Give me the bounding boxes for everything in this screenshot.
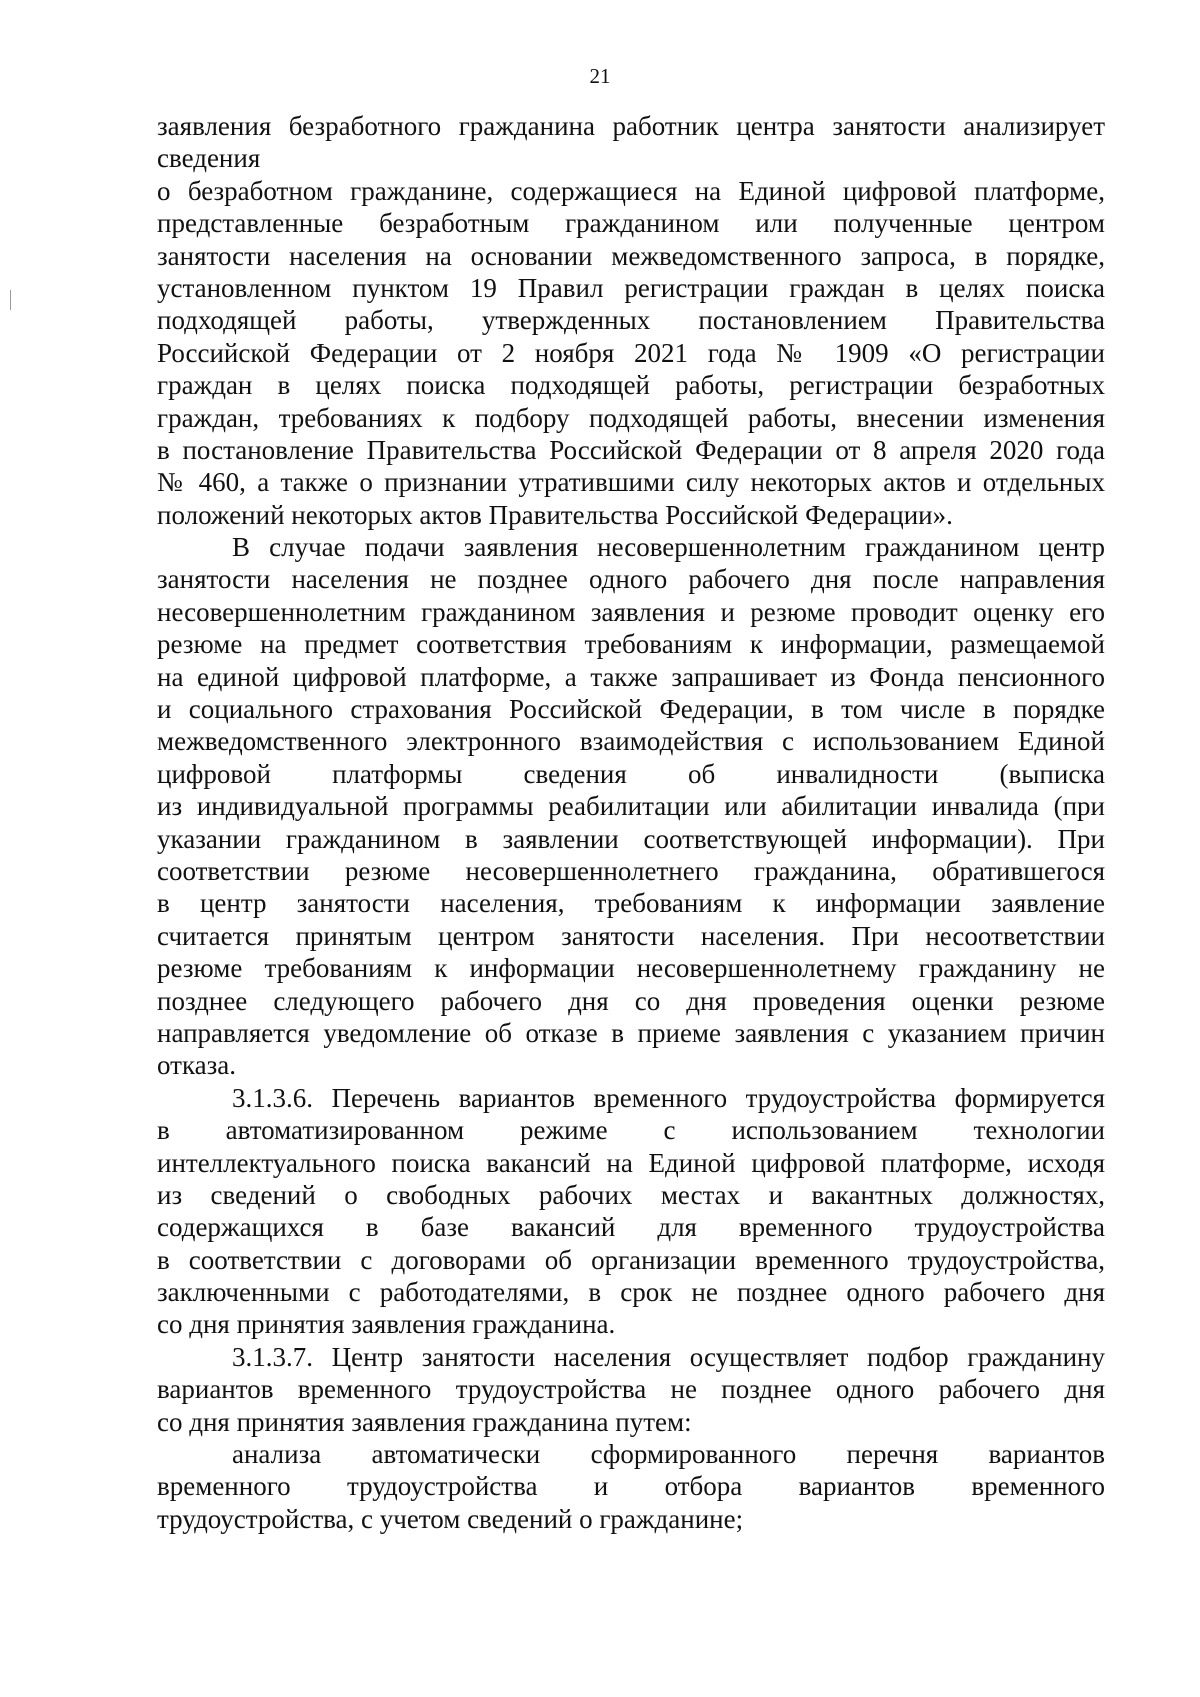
text-line: временного трудоустройства и отбора вариантов временного — [157, 1471, 1105, 1502]
page-number: 21 — [589, 64, 611, 88]
text-line: в соответствии с договорами об организации временного трудоустройства, — [157, 1244, 1105, 1275]
text-line: со дня принятия заявления гражданина путем: — [157, 1406, 692, 1437]
text-line: содержащихся в базе вакансий для временного трудоустройства — [157, 1212, 1105, 1243]
text-line: 3.1.3.6. Перечень вариантов временного трудоустройства формируется — [232, 1082, 1105, 1113]
text-line: несовершеннолетним гражданином заявления и резюме проводит оценку его — [157, 596, 1105, 627]
text-line: анализа автоматически сформированного перечня вариантов — [232, 1439, 1105, 1470]
text-line: заявления безработного гражданина работник центра занятости анализирует — [157, 111, 1105, 141]
scan-artifact — [10, 290, 11, 310]
text-line: Российской Федерации от 2 ноября 2021 года № 1909 «О регистрации — [157, 337, 1105, 368]
text-line: в постановление Правительства Российской Федерации от 8 апреля 2020 года — [157, 434, 1105, 465]
text-line: заключенными с работодателями, в срок не позднее одного рабочего дня — [157, 1277, 1105, 1308]
text-line: В случае подачи заявления несовершеннолетним гражданином центр — [232, 532, 1105, 563]
text-line: в автоматизированном режиме с использованием технологии — [157, 1115, 1105, 1146]
text-line: граждан, требованиях к подбору подходящей работы, внесении изменения — [157, 402, 1105, 433]
text-line: установленном пунктом 19 Правил регистрации граждан в целях поиска — [157, 272, 1105, 303]
text-line: вариантов временного трудоустройства не позднее одного рабочего дня — [157, 1374, 1105, 1405]
text-line: интеллектуального поиска вакансий на Единой цифровой платформе, исходя — [157, 1147, 1105, 1178]
text-line: позднее следующего рабочего дня со дня проведения оценки резюме — [157, 985, 1105, 1016]
text-line: о безработном гражданине, содержащиеся на Единой цифровой платформе, — [157, 175, 1105, 206]
text-line: указании гражданином в заявлении соответствующей информации). При — [157, 823, 1105, 854]
text-line: цифровой платформы сведения об инвалидности (выписка — [157, 758, 1105, 789]
text-line: считается принятым центром занятости населения. При несоответствии — [157, 920, 1105, 951]
text-line: положений некоторых актов Правительства Российской Федерации». — [157, 499, 953, 530]
text-line: представленные безработным гражданином или полученные центром — [157, 208, 1105, 239]
text-line: 3.1.3.7. Центр занятости населения осуществляет подбор гражданину — [232, 1341, 1105, 1372]
text-line: занятости населения на основании межведомственного запроса, в порядке, — [157, 240, 1105, 271]
text-line: на единой цифровой платформе, а также запрашивает из Фонда пенсионного — [157, 661, 1105, 692]
text-line: со дня принятия заявления гражданина. — [157, 1309, 616, 1340]
document-body — [157, 110, 1105, 1535]
text-line: межведомственного электронного взаимодействия с использованием Единой — [157, 726, 1105, 757]
text-line: в центр занятости населения, требованиям к информации заявление — [157, 888, 1105, 919]
text-line: резюме на предмет соответствия требованиям к информации, размещаемой — [157, 629, 1105, 660]
text-line: № 460, а также о признании утратившими силу некоторых актов и отдельных — [157, 467, 1105, 498]
text-line: подходящей работы, утвержденных постановлением Правительства — [157, 305, 1105, 336]
text-line: отказа. — [157, 1050, 237, 1081]
text-line: сведения — [157, 143, 261, 174]
text-line: из сведений о свободных рабочих местах и вакантных должностях, — [157, 1179, 1105, 1210]
text-line: и социального страхования Российской Федерации, в том числе в порядке — [157, 694, 1105, 725]
text-line: трудоустройства, с учетом сведений о гражданине; — [157, 1503, 744, 1534]
text-line: направляется уведомление об отказе в приеме заявления с указанием причин — [157, 1017, 1105, 1048]
text-line: граждан в целях поиска подходящей работы, регистрации безработных — [157, 370, 1105, 401]
text-line: резюме требованиям к информации несовершеннолетнему гражданину не — [157, 953, 1105, 984]
text-line: из индивидуальной программы реабилитации или абилитации инвалида (при — [157, 791, 1105, 822]
text-line: соответствии резюме несовершеннолетнего гражданина, обратившегося — [157, 855, 1105, 886]
text-line: занятости населения не позднее одного рабочего дня после направления — [157, 564, 1105, 595]
